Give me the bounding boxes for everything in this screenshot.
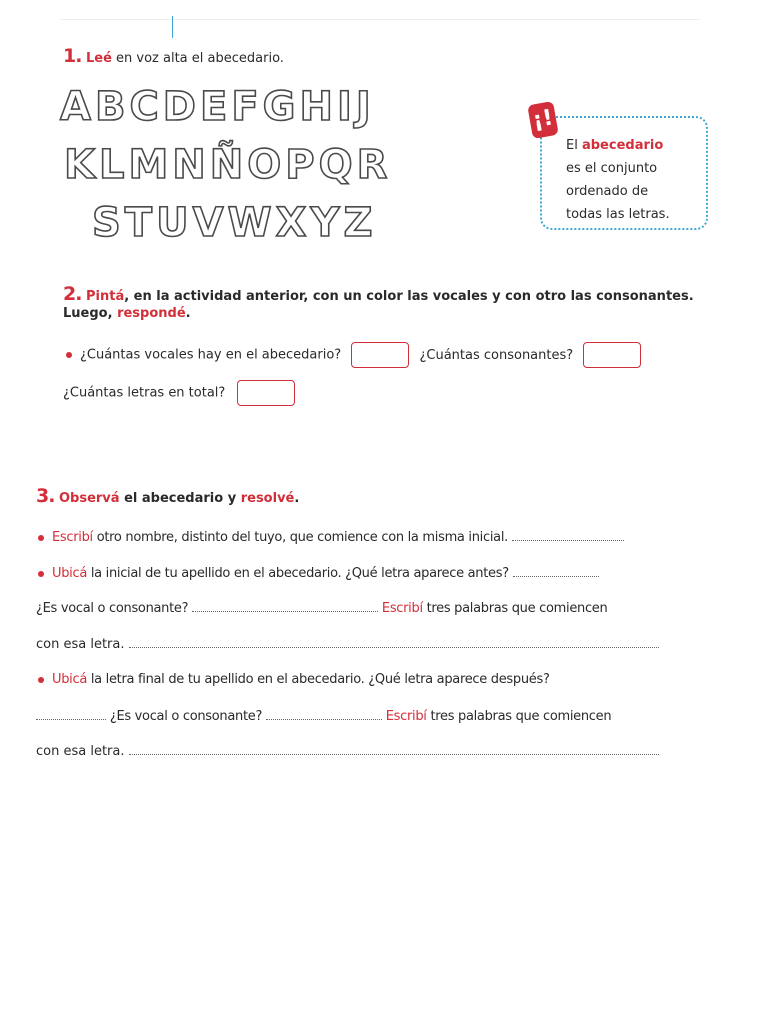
- bullet-icon: [38, 571, 44, 577]
- bullet-icon: [38, 535, 44, 541]
- section-3-number: 3.: [36, 485, 55, 507]
- section-2-line-2: [63, 306, 191, 321]
- answer-box-vowels[interactable]: [351, 342, 409, 368]
- question-total: ¿Cuántas letras en total?: [63, 385, 226, 401]
- bullet-2-text-3: con esa letra.: [36, 637, 125, 652]
- definition-text: [566, 134, 670, 226]
- answer-line-4[interactable]: [129, 646, 659, 648]
- question-vowels-row: [66, 342, 641, 368]
- answer-line-2[interactable]: [513, 575, 599, 577]
- section-2-heading: [63, 283, 694, 305]
- bullet-3-text-3: con esa letra.: [36, 744, 125, 759]
- section-3-verb-2: resolvé: [240, 491, 295, 506]
- section-3-verb: Observá: [58, 491, 120, 506]
- answer-line-1[interactable]: [512, 539, 624, 541]
- section-1-verb: Leé: [85, 51, 112, 66]
- exclamation-icon: ¡!: [527, 101, 559, 139]
- answer-box-consonants[interactable]: [583, 342, 641, 368]
- answer-box-total[interactable]: [237, 380, 295, 406]
- note-line-4: todas las letras.: [566, 207, 670, 222]
- section-2-verb: Pintá: [85, 289, 125, 304]
- bullet-1-text: otro nombre, distinto del tuyo, que comience con la misma inicial.: [92, 530, 508, 545]
- answer-line-5[interactable]: [36, 718, 106, 720]
- note-line-1: El: [566, 138, 582, 153]
- top-rule: [60, 19, 700, 20]
- section-1-heading: [63, 45, 284, 67]
- section-1-text: en voz alta el abecedario.: [111, 51, 284, 66]
- top-marker: [172, 16, 173, 38]
- section-2-line-2-end: .: [185, 306, 191, 321]
- section-3-heading: [36, 485, 299, 507]
- section-3-end: .: [294, 491, 300, 506]
- definition-note: [540, 116, 708, 230]
- bullet-3-text: la letra final de tu apellido en el abecedario. ¿Qué letra aparece después?: [87, 672, 550, 687]
- bullet-2-text: la inicial de tu apellido en el abecedario. ¿Qué letra aparece antes?: [87, 566, 509, 581]
- bullet-2: [38, 566, 599, 581]
- bullet-3-question: ¿Es vocal o consonante?: [109, 709, 263, 724]
- bullet-2-question: ¿Es vocal o consonante?: [36, 601, 189, 616]
- answer-line-7[interactable]: [129, 753, 659, 755]
- bullet-3-line-3: [36, 744, 659, 759]
- bullet-icon: [38, 677, 44, 683]
- note-line-2: es el conjunto: [566, 161, 658, 176]
- bullet-2-line-3: [36, 637, 659, 652]
- bullet-3: [38, 672, 550, 687]
- note-line-3: ordenado de: [566, 184, 649, 199]
- note-keyword: abecedario: [581, 138, 664, 153]
- bullet-2-verb-2: Escribí: [381, 601, 423, 616]
- bullet-1-verb: Escribí: [52, 530, 93, 545]
- bullet-2-line-2: [36, 601, 607, 616]
- bullet-icon: [66, 352, 72, 358]
- question-total-row: [63, 380, 295, 406]
- bullet-3-line-2: [36, 709, 611, 724]
- section-2-text: , en la actividad anterior, con un color las vocales y con otro las consonantes.: [124, 289, 694, 304]
- bullet-3-verb: Ubicá: [52, 672, 87, 687]
- bullet-2-verb: Ubicá: [52, 566, 87, 581]
- section-2-number: 2.: [63, 283, 82, 305]
- alphabet-row-3: STUVWXYZ: [92, 200, 377, 246]
- bullet-3-text-2: tres palabras que comiencen: [426, 709, 612, 724]
- section-2-line-2-pre: Luego,: [63, 306, 118, 321]
- section-2-verb-2: respondé: [117, 306, 186, 321]
- bullet-1: [38, 530, 624, 545]
- question-vowels: ¿Cuántas vocales hay en el abecedario?: [80, 347, 342, 363]
- section-1-number: 1.: [63, 45, 82, 67]
- alphabet-row-1: ABCDEFGHIJ: [60, 84, 375, 130]
- section-3-mid: el abecedario y: [119, 491, 241, 506]
- alphabet-row-2: KLMNÑOPQR: [64, 142, 392, 188]
- bullet-2-text-2: tres palabras que comiencen: [422, 601, 608, 616]
- question-consonants: ¿Cuántas consonantes?: [419, 347, 574, 363]
- answer-line-3[interactable]: [192, 610, 378, 612]
- answer-line-6[interactable]: [266, 718, 382, 720]
- bullet-3-verb-2: Escribí: [385, 709, 427, 724]
